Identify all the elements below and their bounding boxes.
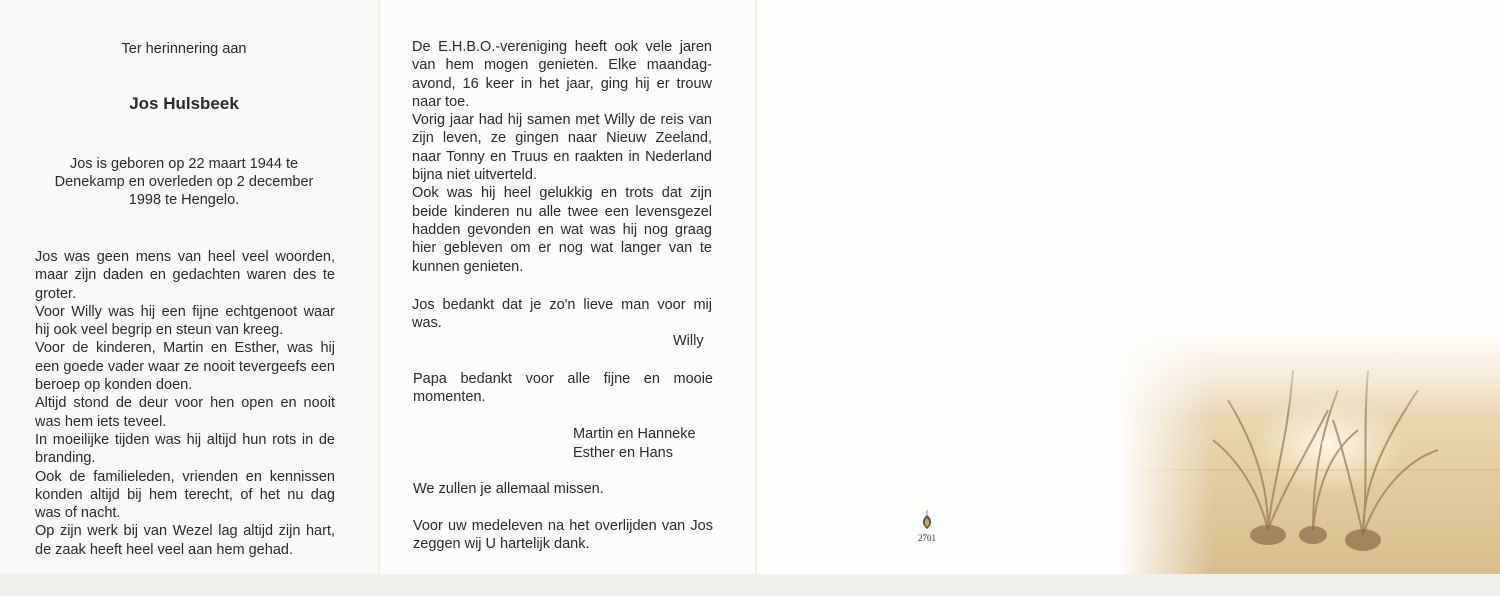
bottom-strip [0,574,1500,596]
paragraph: De E.H.B.O.-vereniging heeft ook vele jaren van hem mogen genieten. Elke maandag-avond, 16 keer in het jaar, ging hij er trouw naar toe. [412,39,712,110]
paragraph: Vorig jaar had hij samen met Willy de reis van zijn leven, ze gingen naar Nieuw Zeeland, naar Tonny en Truus en raakten in Nederland bijna niet uitverteld. [412,112,712,184]
paragraph: In moeilijke tijden was hij altijd hun rots in de branding. [35,431,335,467]
thanks-willy-text: Jos bedankt dat je zo'n lieve man voor mij was. [412,297,712,332]
final-thanks [413,517,713,554]
sepia-landscape-photo [1118,330,1500,574]
final-thanks-text: Voor uw medeleven na het overlijden van Jos zeggen wij U hartelijk dank. [413,518,713,553]
paragraph: Ook de familieleden, vrienden en kennissen konden altijd bij hem terecht, of het nu dag was of nacht. [35,468,335,522]
paragraph: Voor de kinderen, Martin en Esther, was hij een goede vader waar ze nooit tevergeefs een beroep op konden doen. [35,340,335,394]
paragraph: Ook was hij heel gelukkig en trots dat zijn beide kinderen nu alle twee een levensgezel hadden gevonden en wat was hij nog graag hier gebleven om er nog wat langer van te kunnen genieten. [412,185,712,275]
closing-line: We zullen je allemaal missen. [413,481,604,497]
fold-line [755,0,757,574]
thanks-papa-text: Papa bedankt voor alle fijne en mooie momenten. [413,371,713,406]
left-panel [0,0,378,574]
birth-line: 1998 te Hengelo. [128,192,240,208]
paragraph: Op zijn werk bij van Wezel lag altijd zijn hart, de zaak heeft heel veel aan hem gehad. [35,523,335,558]
fold-line [378,0,380,574]
birth-line: Denekamp en overleden op 2 december [54,174,314,190]
signature-line: Martin en Hanneke [573,426,696,442]
birth-death-info [34,155,334,209]
birth-line: Jos is geboren op 22 maart 1944 te [69,156,299,172]
deceased-name: Jos Hulsbeek [129,94,239,113]
signature-willy: Willy [673,333,704,349]
biography-text [35,248,335,559]
intro-text: Ter herinnering aan [121,41,247,57]
signature-children [573,425,696,463]
candle-flame-logo-icon [918,510,936,530]
print-code: 2701 [918,533,936,543]
memories-text [412,38,712,276]
signature-line: Esther en Hans [573,445,673,461]
paragraph: Voor Willy was hij een fijne echtgenoot waar hij ook veel begrip en steun van kreeg. [35,303,335,339]
paragraph: Jos was geen mens van heel veel woorden, maar zijn daden en gedachten waren des te groter. [35,249,335,302]
thanks-willy [412,296,712,333]
thanks-papa [413,370,713,407]
paragraph: Altijd stond de deur voor hen open en nooit was hem iets teveel. [35,395,335,430]
